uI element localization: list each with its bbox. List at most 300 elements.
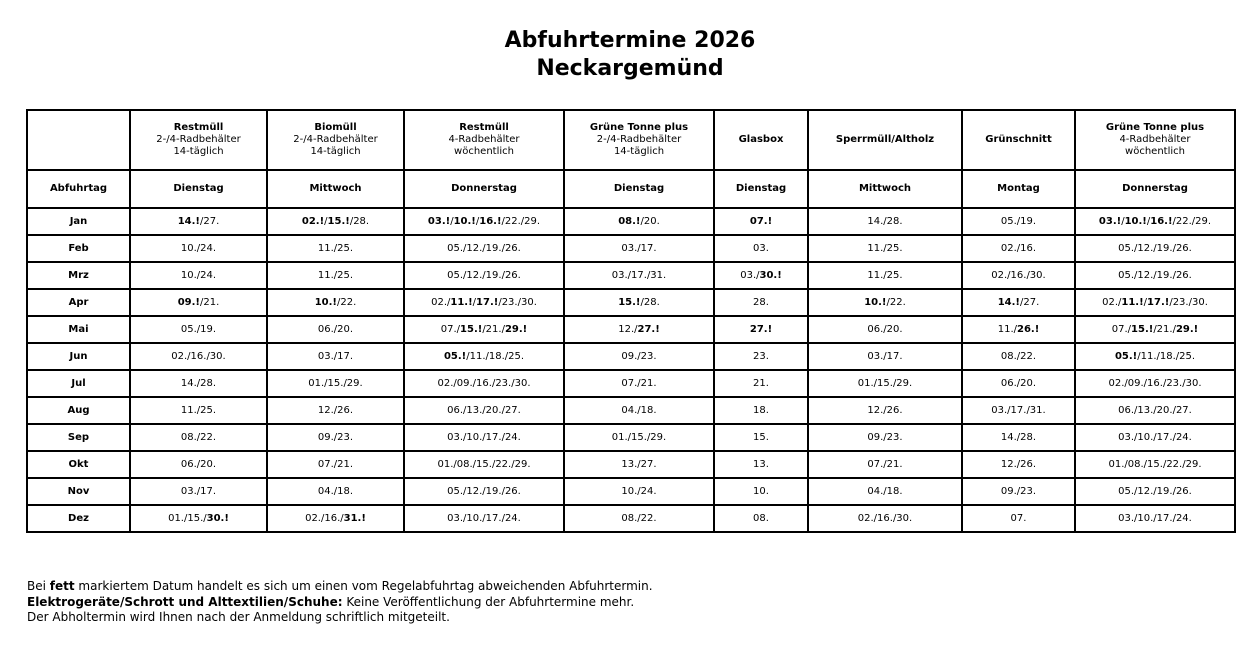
date-segment-bold: 02.! bbox=[301, 215, 325, 227]
column-header bbox=[130, 110, 267, 170]
month-cell: Mrz bbox=[27, 262, 130, 289]
date-segment: 04./18. bbox=[621, 404, 657, 416]
date-segment: /21./ bbox=[482, 323, 505, 335]
date-cell bbox=[714, 235, 808, 262]
weekday-cell: Dienstag bbox=[130, 170, 267, 208]
date-cell bbox=[1075, 370, 1235, 397]
date-segment: 12./26. bbox=[867, 404, 903, 416]
date-cell bbox=[267, 235, 404, 262]
column-frequency: 14-täglich bbox=[310, 146, 361, 157]
header-row bbox=[27, 110, 1235, 170]
date-segment-bold: 30.! bbox=[759, 269, 782, 281]
date-cell bbox=[714, 289, 808, 316]
date-segment-bold: 17.! bbox=[476, 296, 499, 308]
date-segment-bold: 15.! bbox=[327, 215, 350, 227]
date-segment-bold: 27.! bbox=[749, 323, 773, 335]
date-segment: 05./12./19./26. bbox=[1118, 485, 1192, 497]
date-segment-bold: 03.! bbox=[1098, 215, 1122, 227]
date-segment-bold: 29.! bbox=[1175, 323, 1199, 335]
date-cell bbox=[714, 370, 808, 397]
date-segment: / bbox=[324, 215, 328, 227]
date-cell bbox=[962, 343, 1075, 370]
date-cell bbox=[564, 478, 714, 505]
column-header bbox=[962, 110, 1075, 170]
date-segment: /23./30. bbox=[1169, 296, 1208, 308]
date-cell bbox=[1075, 343, 1235, 370]
date-cell bbox=[404, 343, 564, 370]
date-cell bbox=[1075, 478, 1235, 505]
date-segment: 05./12./19./26. bbox=[1118, 269, 1192, 281]
date-cell bbox=[808, 208, 962, 235]
date-cell bbox=[564, 262, 714, 289]
date-segment: 03./17. bbox=[621, 242, 657, 254]
date-cell bbox=[1075, 451, 1235, 478]
month-cell: Okt bbox=[27, 451, 130, 478]
date-segment: 06./13./20./27. bbox=[1118, 404, 1192, 416]
date-segment: 06./13./20./27. bbox=[447, 404, 521, 416]
date-cell bbox=[808, 262, 962, 289]
date-segment: 07./21. bbox=[317, 458, 354, 470]
column-frequency: wöchentlich bbox=[1125, 146, 1185, 157]
date-cell bbox=[404, 478, 564, 505]
date-segment: 02./ bbox=[431, 296, 451, 308]
date-cell bbox=[404, 235, 564, 262]
date-segment-bold: 11.! bbox=[1121, 296, 1144, 308]
date-cell bbox=[962, 208, 1075, 235]
date-segment-bold: 10.! bbox=[1124, 215, 1147, 227]
date-cell bbox=[404, 289, 564, 316]
date-cell bbox=[267, 424, 404, 451]
date-cell bbox=[130, 235, 267, 262]
date-cell bbox=[808, 289, 962, 316]
date-cell bbox=[962, 451, 1075, 478]
date-segment: 09./23. bbox=[317, 431, 354, 443]
date-segment: / bbox=[475, 215, 480, 227]
date-segment: 04./18. bbox=[867, 485, 903, 497]
column-frequency: 14-täglich bbox=[613, 146, 665, 157]
column-header bbox=[267, 110, 404, 170]
date-cell bbox=[404, 208, 564, 235]
date-segment-bold: 11.! bbox=[450, 296, 473, 308]
date-segment: 12./26. bbox=[1000, 458, 1037, 470]
column-frequency: wöchentlich bbox=[454, 146, 514, 157]
date-segment-bold: 15.! bbox=[1131, 323, 1154, 335]
date-segment: 14./28. bbox=[180, 377, 217, 389]
date-cell bbox=[404, 262, 564, 289]
date-segment: 14./28. bbox=[1000, 431, 1037, 443]
date-segment: 10./24. bbox=[180, 269, 217, 281]
footer-notes bbox=[27, 579, 653, 626]
column-header bbox=[564, 110, 714, 170]
date-segment-bold: 17.! bbox=[1147, 296, 1170, 308]
date-segment: 03./ bbox=[740, 269, 760, 281]
column-title: Sperrmüll/Altholz bbox=[835, 134, 935, 145]
month-cell: Apr bbox=[27, 289, 130, 316]
date-cell bbox=[1075, 208, 1235, 235]
date-segment: 03./10./17./24. bbox=[447, 431, 521, 443]
table-row bbox=[27, 505, 1235, 532]
month-cell: Jan bbox=[27, 208, 130, 235]
date-cell bbox=[130, 505, 267, 532]
date-cell bbox=[962, 370, 1075, 397]
table-row bbox=[27, 208, 1235, 235]
date-cell bbox=[808, 316, 962, 343]
date-segment: 02./16./30. bbox=[171, 350, 226, 362]
date-cell bbox=[962, 397, 1075, 424]
date-cell bbox=[404, 397, 564, 424]
date-segment: 21. bbox=[753, 377, 769, 389]
date-segment: 06./20. bbox=[317, 323, 354, 335]
footer-line-2-post: Keine Veröffentlichung der Abfuhrtermine mehr. bbox=[342, 594, 635, 609]
date-cell bbox=[130, 451, 267, 478]
date-segment-bold: 16.! bbox=[1150, 215, 1173, 227]
date-segment: 11./25. bbox=[317, 242, 354, 254]
date-cell bbox=[564, 370, 714, 397]
date-cell bbox=[808, 397, 962, 424]
footer-line-1-bold: fett bbox=[49, 579, 75, 593]
date-segment: 08./22. bbox=[1000, 350, 1037, 362]
date-segment: 03./10./17./24. bbox=[1118, 431, 1192, 443]
date-cell bbox=[267, 316, 404, 343]
date-segment: /20. bbox=[640, 215, 660, 227]
date-segment-bold: 27.! bbox=[637, 323, 660, 335]
date-cell bbox=[130, 208, 267, 235]
date-cell bbox=[1075, 397, 1235, 424]
date-segment-bold: 10.! bbox=[453, 215, 476, 227]
date-cell bbox=[962, 478, 1075, 505]
date-segment: 02./16. bbox=[1000, 242, 1037, 254]
date-segment: 01./15./29. bbox=[308, 377, 363, 389]
date-cell bbox=[962, 289, 1075, 316]
date-cell bbox=[130, 289, 267, 316]
table-row bbox=[27, 397, 1235, 424]
date-segment: /21./ bbox=[1153, 323, 1176, 335]
date-cell bbox=[404, 505, 564, 532]
month-cell: Feb bbox=[27, 235, 130, 262]
date-segment-bold: 15.! bbox=[618, 296, 641, 308]
date-segment-bold: 05.! bbox=[1114, 350, 1138, 362]
date-segment: 02./09./16./23./30. bbox=[437, 377, 531, 389]
date-segment: /27. bbox=[200, 215, 220, 227]
date-cell bbox=[808, 478, 962, 505]
month-cell: Jun bbox=[27, 343, 130, 370]
date-segment-bold: 26.! bbox=[1017, 323, 1040, 335]
table-row bbox=[27, 451, 1235, 478]
date-cell bbox=[404, 451, 564, 478]
weekday-cell: Donnerstag bbox=[1075, 170, 1235, 208]
date-segment: 07./ bbox=[440, 323, 461, 335]
date-cell bbox=[130, 343, 267, 370]
date-cell bbox=[962, 424, 1075, 451]
date-segment: 08. bbox=[753, 512, 769, 524]
date-segment: 11./25. bbox=[867, 242, 903, 254]
date-cell bbox=[962, 262, 1075, 289]
column-title: Grüne Tonne plus bbox=[1105, 122, 1205, 133]
date-segment: / bbox=[450, 215, 454, 227]
abfuhrtag-label: Abfuhrtag bbox=[27, 170, 130, 208]
date-segment: 01./08./15./22./29. bbox=[1108, 458, 1202, 470]
weekday-cell: Mittwoch bbox=[808, 170, 962, 208]
column-title: Glasbox bbox=[738, 134, 784, 145]
month-cell: Sep bbox=[27, 424, 130, 451]
date-segment: 05./12./19./26. bbox=[447, 485, 521, 497]
date-segment-bold: 16.! bbox=[479, 215, 502, 227]
date-segment: 23. bbox=[753, 350, 769, 362]
date-segment: 05./19. bbox=[180, 323, 217, 335]
date-cell bbox=[267, 505, 404, 532]
date-segment: 03. bbox=[753, 242, 769, 254]
date-segment: / bbox=[1146, 215, 1151, 227]
date-segment: / bbox=[1143, 296, 1148, 308]
date-segment: 03./10./17./24. bbox=[1118, 512, 1192, 524]
date-segment-bold: 31.! bbox=[343, 512, 366, 524]
table-row bbox=[27, 262, 1235, 289]
schedule-table bbox=[26, 109, 1236, 533]
weekday-cell: Dienstag bbox=[714, 170, 808, 208]
table-row bbox=[27, 478, 1235, 505]
date-segment: 13./27. bbox=[621, 458, 657, 470]
date-segment: 11./25. bbox=[867, 269, 903, 281]
date-segment: 11./ bbox=[997, 323, 1017, 335]
date-segment: 14./28. bbox=[867, 215, 903, 227]
date-cell bbox=[130, 370, 267, 397]
weekday-row bbox=[27, 170, 1235, 208]
date-segment: 07./21. bbox=[867, 458, 903, 470]
date-segment-bold: 14.! bbox=[177, 215, 200, 227]
date-segment: /11./18./25. bbox=[466, 350, 525, 362]
page-title bbox=[0, 27, 1255, 83]
date-segment: /11./18./25. bbox=[1137, 350, 1196, 362]
date-cell bbox=[267, 397, 404, 424]
weekday-cell: Mittwoch bbox=[267, 170, 404, 208]
date-segment: 04./18. bbox=[317, 485, 354, 497]
table-row bbox=[27, 370, 1235, 397]
date-segment: /22. bbox=[886, 296, 906, 308]
column-frequency: 14-täglich bbox=[173, 146, 224, 157]
column-title: Grünschnitt bbox=[985, 134, 1052, 145]
date-cell bbox=[267, 370, 404, 397]
date-segment: 10./24. bbox=[180, 242, 217, 254]
date-segment: 15. bbox=[753, 431, 769, 443]
date-segment: 06./20. bbox=[867, 323, 903, 335]
date-cell bbox=[714, 343, 808, 370]
date-cell bbox=[130, 262, 267, 289]
column-subtitle: 2-/4-Radbehälter bbox=[596, 134, 682, 145]
date-cell bbox=[808, 424, 962, 451]
date-cell bbox=[808, 235, 962, 262]
table-row bbox=[27, 316, 1235, 343]
column-subtitle: 4-Radbehälter bbox=[1119, 134, 1191, 145]
date-cell bbox=[267, 208, 404, 235]
date-segment: 05./19. bbox=[1000, 215, 1037, 227]
date-cell bbox=[962, 505, 1075, 532]
date-cell bbox=[267, 451, 404, 478]
date-segment: 01./08./15./22./29. bbox=[437, 458, 531, 470]
date-cell bbox=[1075, 262, 1235, 289]
date-cell bbox=[404, 370, 564, 397]
date-cell bbox=[714, 451, 808, 478]
date-segment: 02./16./30. bbox=[857, 512, 913, 524]
month-cell: Aug bbox=[27, 397, 130, 424]
date-cell bbox=[564, 397, 714, 424]
column-header bbox=[1075, 110, 1235, 170]
date-cell bbox=[1075, 235, 1235, 262]
footer-line-1 bbox=[27, 579, 653, 595]
date-segment: 18. bbox=[753, 404, 769, 416]
column-title: Restmüll bbox=[173, 122, 224, 133]
date-segment: 09./23. bbox=[1000, 485, 1037, 497]
date-segment: 06./20. bbox=[1000, 377, 1037, 389]
footer-line-2-bold: Elektrogeräte/Schrott und Alttextilien/Schuhe: bbox=[27, 594, 343, 609]
date-segment: /23./30. bbox=[498, 296, 537, 308]
date-segment: 02./16./30. bbox=[991, 269, 1046, 281]
schedule-table-body bbox=[27, 110, 1235, 532]
date-cell bbox=[1075, 316, 1235, 343]
date-segment-bold: 10.! bbox=[864, 296, 887, 308]
date-cell bbox=[564, 235, 714, 262]
date-segment: 02./16./ bbox=[305, 512, 344, 524]
date-segment-bold: 03.! bbox=[427, 215, 451, 227]
date-cell bbox=[267, 343, 404, 370]
column-title: Grüne Tonne plus bbox=[589, 122, 689, 133]
table-row bbox=[27, 343, 1235, 370]
date-segment-bold: 29.! bbox=[504, 323, 528, 335]
date-segment-bold: 09.! bbox=[177, 296, 200, 308]
date-segment: 05./12./19./26. bbox=[447, 269, 521, 281]
date-segment: 07./21. bbox=[621, 377, 657, 389]
date-cell bbox=[564, 424, 714, 451]
date-segment: 01./15./29. bbox=[857, 377, 913, 389]
date-segment: 03./17. bbox=[317, 350, 354, 362]
date-segment: 28. bbox=[753, 296, 769, 308]
header-corner-cell bbox=[27, 110, 130, 170]
date-segment-bold: 15.! bbox=[460, 323, 483, 335]
date-cell bbox=[1075, 505, 1235, 532]
date-segment-bold: 05.! bbox=[443, 350, 467, 362]
date-segment: /22./29. bbox=[501, 215, 541, 227]
date-segment: 11./25. bbox=[180, 404, 217, 416]
date-cell bbox=[267, 289, 404, 316]
column-subtitle: 2-/4-Radbehälter bbox=[293, 134, 378, 145]
date-segment: 05./12./19./26. bbox=[1118, 242, 1192, 254]
footer-line-2 bbox=[27, 595, 653, 611]
date-cell bbox=[130, 424, 267, 451]
date-segment: /28. bbox=[640, 296, 660, 308]
date-segment: 08./22. bbox=[180, 431, 217, 443]
date-segment: /28. bbox=[349, 215, 370, 227]
date-cell bbox=[130, 316, 267, 343]
date-segment: 03./17. bbox=[180, 485, 217, 497]
month-cell: Jul bbox=[27, 370, 130, 397]
date-segment: 09./23. bbox=[867, 431, 903, 443]
date-cell bbox=[130, 478, 267, 505]
footer-line-3: Der Abholtermin wird Ihnen nach der Anmeldung schriftlich mitgeteilt. bbox=[27, 610, 450, 624]
table-row bbox=[27, 235, 1235, 262]
column-header bbox=[404, 110, 564, 170]
weekday-cell: Dienstag bbox=[564, 170, 714, 208]
date-cell bbox=[1075, 289, 1235, 316]
date-cell bbox=[714, 208, 808, 235]
date-cell bbox=[808, 343, 962, 370]
table-row bbox=[27, 424, 1235, 451]
column-title: Restmüll bbox=[459, 122, 509, 133]
date-segment: /27. bbox=[1020, 296, 1040, 308]
date-cell bbox=[267, 262, 404, 289]
weekday-cell: Montag bbox=[962, 170, 1075, 208]
date-segment: 10./24. bbox=[621, 485, 657, 497]
month-cell: Dez bbox=[27, 505, 130, 532]
date-cell bbox=[714, 424, 808, 451]
footer-line-1-post: markiertem Datum handelt es sich um einen vom Regelabfuhrtag abweichenden Abfuhrtermin. bbox=[74, 579, 653, 593]
date-cell bbox=[130, 397, 267, 424]
date-cell bbox=[564, 505, 714, 532]
date-segment: 07. bbox=[1010, 512, 1027, 524]
date-cell bbox=[714, 397, 808, 424]
date-segment: /22. bbox=[337, 296, 357, 308]
date-segment-bold: 10.! bbox=[314, 296, 337, 308]
date-segment-bold: 07.! bbox=[749, 215, 773, 227]
footer-line-1-pre: Bei bbox=[27, 579, 50, 593]
date-cell bbox=[808, 370, 962, 397]
date-segment: 03./17./31. bbox=[611, 269, 667, 281]
date-segment-bold: 30.! bbox=[206, 512, 229, 524]
column-header bbox=[714, 110, 808, 170]
date-segment: 12./26. bbox=[317, 404, 354, 416]
date-cell bbox=[1075, 424, 1235, 451]
date-cell bbox=[962, 235, 1075, 262]
date-cell bbox=[404, 316, 564, 343]
date-segment: 01./15./29. bbox=[611, 431, 667, 443]
date-segment: 09./23. bbox=[621, 350, 657, 362]
date-cell bbox=[404, 424, 564, 451]
table-row bbox=[27, 289, 1235, 316]
date-segment: 01./15./ bbox=[168, 512, 207, 524]
date-cell bbox=[962, 316, 1075, 343]
date-segment: 02./ bbox=[1102, 296, 1122, 308]
title-line-2: Neckargemünd bbox=[536, 56, 724, 81]
date-cell bbox=[564, 289, 714, 316]
date-segment: / bbox=[472, 296, 477, 308]
date-segment: 08./22. bbox=[621, 512, 657, 524]
date-cell bbox=[564, 451, 714, 478]
month-cell: Nov bbox=[27, 478, 130, 505]
date-segment: 02./09./16./23./30. bbox=[1108, 377, 1202, 389]
date-segment: 06./20. bbox=[180, 458, 217, 470]
date-segment: 05./12./19./26. bbox=[447, 242, 521, 254]
date-segment: 13. bbox=[753, 458, 769, 470]
title-line-1: Abfuhrtermine 2026 bbox=[504, 28, 756, 53]
date-segment: 03./17./31. bbox=[991, 404, 1046, 416]
column-title: Biomüll bbox=[314, 122, 357, 133]
date-segment-bold: 14.! bbox=[997, 296, 1020, 308]
column-subtitle: 4-Radbehälter bbox=[448, 134, 520, 145]
date-cell bbox=[714, 316, 808, 343]
date-segment: /21. bbox=[200, 296, 220, 308]
weekday-cell: Donnerstag bbox=[404, 170, 564, 208]
date-cell bbox=[267, 478, 404, 505]
date-segment: / bbox=[1121, 215, 1125, 227]
date-segment: 12./ bbox=[618, 323, 638, 335]
date-cell bbox=[714, 505, 808, 532]
date-cell bbox=[714, 478, 808, 505]
column-subtitle: 2-/4-Radbehälter bbox=[156, 134, 241, 145]
date-segment: 03./10./17./24. bbox=[447, 512, 521, 524]
date-cell bbox=[808, 451, 962, 478]
date-cell bbox=[564, 316, 714, 343]
date-cell bbox=[564, 343, 714, 370]
date-segment: 11./25. bbox=[317, 269, 354, 281]
date-cell bbox=[564, 208, 714, 235]
